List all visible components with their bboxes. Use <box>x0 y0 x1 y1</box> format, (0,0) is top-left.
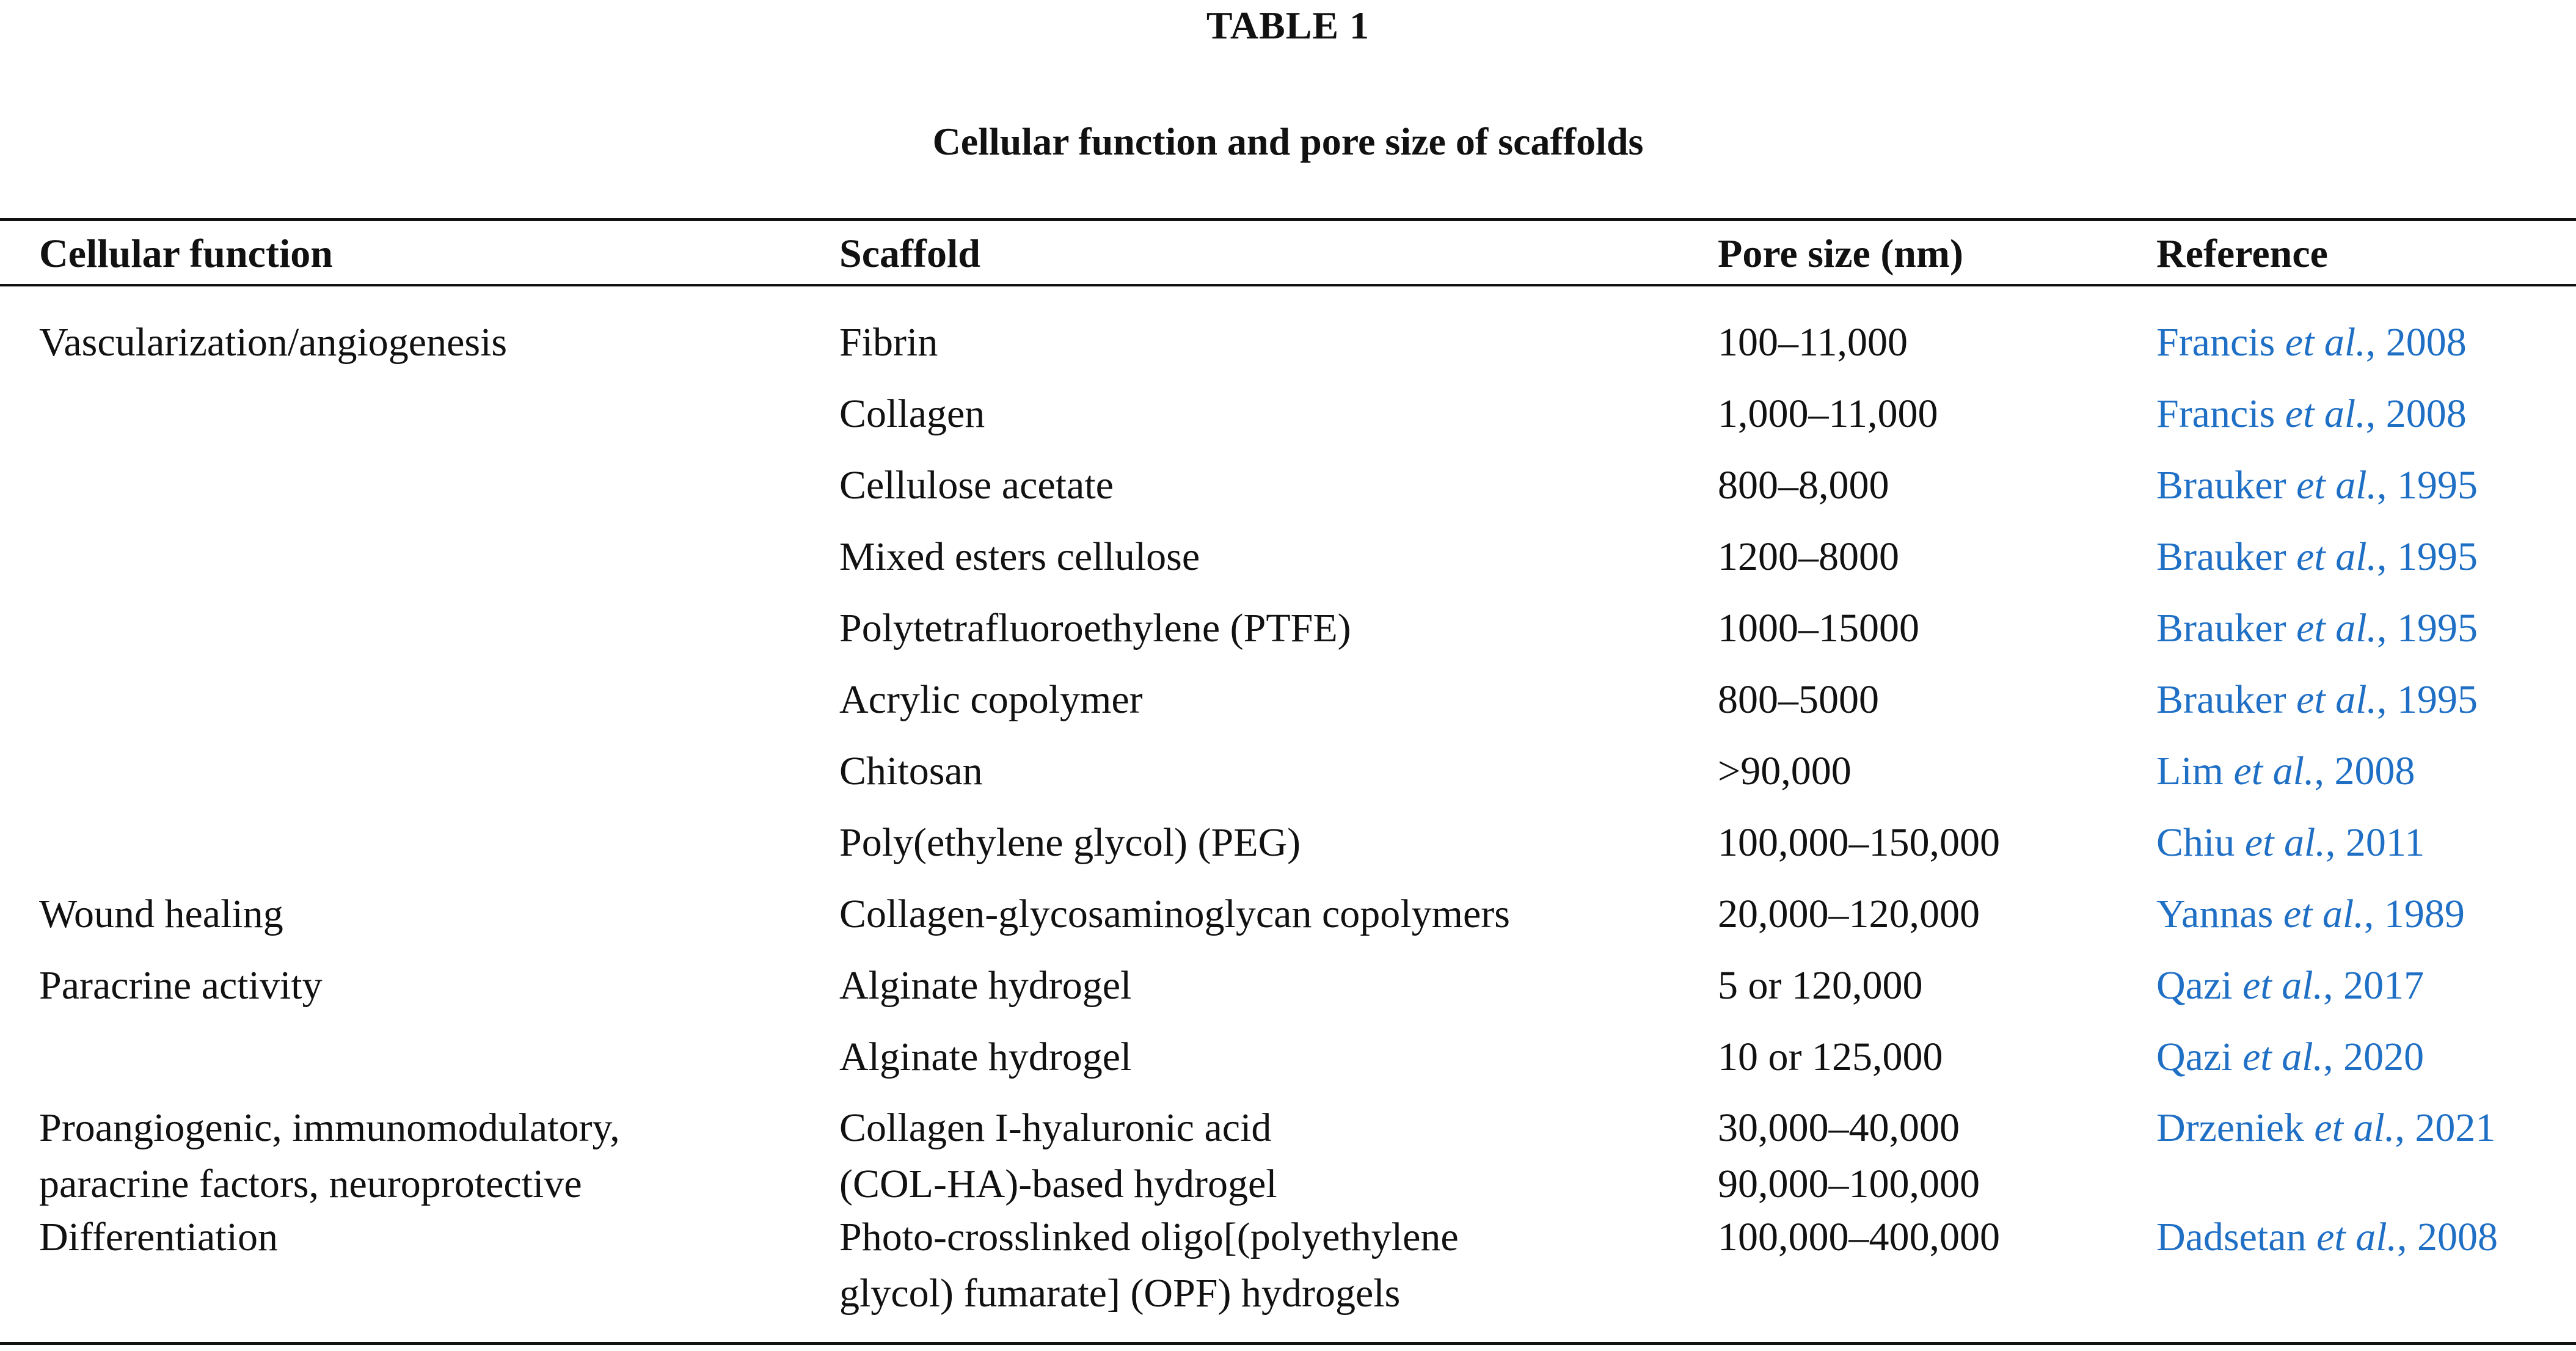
reference-etal: et al. <box>2296 606 2377 650</box>
reference-etal: et al. <box>2285 320 2366 365</box>
cell-function: Differentiation <box>39 1215 278 1259</box>
reference-link[interactable] <box>2156 315 2467 371</box>
header-reference: Reference <box>2156 231 2328 276</box>
reference-year: , 2021 <box>2395 1105 2496 1150</box>
cell-pore-size: 10 or 125,000 <box>1718 1035 1943 1079</box>
reference-author: Brauker <box>2156 463 2297 508</box>
cell-scaffold: Chitosan <box>839 749 983 793</box>
reference-etal: et al. <box>2296 534 2377 579</box>
cell-pore-size: 1000–15000 <box>1718 606 1919 650</box>
header-pore-size: Pore size (nm) <box>1718 231 1963 276</box>
cell-scaffold: Poly(ethylene glycol) (PEG) <box>839 820 1301 865</box>
cell-scaffold: glycol) fumarate] (OPF) hydrogels <box>839 1271 1401 1316</box>
reference-link[interactable] <box>2156 672 2478 728</box>
cell-scaffold: Photo-crosslinked oligo[(polyethylene <box>839 1215 1459 1259</box>
reference-link[interactable] <box>2156 529 2478 585</box>
cell-scaffold: Polytetrafluoroethylene (PTFE) <box>839 606 1351 650</box>
table-label: TABLE 1 <box>1206 4 1370 47</box>
cell-pore-size: 800–8,000 <box>1718 463 1889 508</box>
reference-year: , 1995 <box>2377 606 2478 650</box>
table-title: Cellular function and pore size of scaffolds <box>932 120 1644 163</box>
reference-author: Chiu <box>2156 820 2245 865</box>
reference-link[interactable] <box>2156 1029 2424 1085</box>
reference-year: , 1995 <box>2377 463 2478 508</box>
reference-link[interactable] <box>2156 600 2478 657</box>
reference-link[interactable] <box>2156 1209 2498 1265</box>
reference-etal: et al. <box>2296 463 2377 508</box>
header-rule <box>0 284 2576 286</box>
reference-year: , 1995 <box>2377 534 2478 579</box>
cell-pore-size: 5 or 120,000 <box>1718 963 1923 1008</box>
cell-pore-size: 90,000–100,000 <box>1718 1162 1980 1206</box>
cell-pore-size: 800–5000 <box>1718 677 1879 722</box>
reference-year: , 2008 <box>2397 1215 2498 1259</box>
reference-link[interactable] <box>2156 886 2465 942</box>
reference-author: Francis <box>2156 320 2285 365</box>
reference-author: Yannas <box>2156 892 2283 936</box>
reference-author: Brauker <box>2156 534 2297 579</box>
cell-function: paracrine factors, neuroprotective <box>39 1162 582 1206</box>
reference-author: Drzeniek <box>2156 1105 2315 1150</box>
reference-link[interactable] <box>2156 386 2467 442</box>
reference-year: , 2008 <box>2365 320 2467 365</box>
cell-scaffold: Acrylic copolymer <box>839 677 1143 722</box>
cell-pore-size: 1200–8000 <box>1718 534 1899 579</box>
reference-year: , 2020 <box>2323 1035 2425 1079</box>
cell-scaffold: Alginate hydrogel <box>839 963 1132 1008</box>
cell-scaffold: Mixed esters cellulose <box>839 534 1200 579</box>
cell-pore-size: 20,000–120,000 <box>1718 892 1980 936</box>
reference-year: , 1989 <box>2363 892 2465 936</box>
reference-etal: et al. <box>2296 677 2377 722</box>
reference-link[interactable] <box>2156 457 2478 514</box>
reference-etal: et al. <box>2242 1035 2324 1079</box>
cell-pore-size: 100,000–150,000 <box>1718 820 2000 865</box>
reference-etal: et al. <box>2242 963 2324 1008</box>
bottom-rule <box>0 1342 2576 1345</box>
reference-link[interactable] <box>2156 958 2424 1014</box>
cell-pore-size: 30,000–40,000 <box>1718 1105 1960 1150</box>
reference-year: , 2017 <box>2323 963 2425 1008</box>
cell-scaffold: Collagen <box>839 391 985 436</box>
reference-link[interactable] <box>2156 743 2415 799</box>
cell-function: Vascularization/angiogenesis <box>39 320 508 365</box>
reference-etal: et al. <box>2283 892 2364 936</box>
reference-author: Francis <box>2156 391 2285 436</box>
reference-etal: et al. <box>2233 749 2315 793</box>
cell-function: Proangiogenic, immunomodulatory, <box>39 1105 620 1150</box>
reference-year: , 2008 <box>2314 749 2415 793</box>
reference-etal: et al. <box>2316 1215 2398 1259</box>
cell-scaffold: Alginate hydrogel <box>839 1035 1132 1079</box>
reference-etal: et al. <box>2285 391 2366 436</box>
cell-scaffold: Collagen I-hyaluronic acid <box>839 1105 1272 1150</box>
reference-author: Qazi <box>2156 963 2243 1008</box>
header-scaffold: Scaffold <box>839 231 980 276</box>
reference-year: , 2008 <box>2365 391 2467 436</box>
reference-link[interactable] <box>2156 1100 2495 1156</box>
cell-scaffold: (COL-HA)-based hydrogel <box>839 1162 1277 1206</box>
reference-year: , 1995 <box>2377 677 2478 722</box>
reference-etal: et al. <box>2244 820 2326 865</box>
reference-author: Dadsetan <box>2156 1215 2317 1259</box>
top-rule <box>0 218 2576 221</box>
cell-pore-size: 1,000–11,000 <box>1718 391 1938 436</box>
cell-function: Paracrine activity <box>39 963 323 1008</box>
cell-scaffold: Fibrin <box>839 320 938 365</box>
cell-pore-size: >90,000 <box>1718 749 1852 793</box>
cell-pore-size: 100–11,000 <box>1718 320 1908 365</box>
reference-author: Brauker <box>2156 606 2297 650</box>
reference-year: , 2011 <box>2325 820 2425 865</box>
reference-author: Lim <box>2156 749 2234 793</box>
cell-scaffold: Collagen-glycosaminoglycan copolymers <box>839 892 1510 936</box>
cell-pore-size: 100,000–400,000 <box>1718 1215 2000 1259</box>
cell-scaffold: Cellulose acetate <box>839 463 1114 508</box>
reference-author: Brauker <box>2156 677 2297 722</box>
reference-link[interactable] <box>2156 815 2425 871</box>
cell-function: Wound healing <box>39 892 283 936</box>
header-cellular-function: Cellular function <box>39 231 333 276</box>
reference-author: Qazi <box>2156 1035 2243 1079</box>
reference-etal: et al. <box>2314 1105 2395 1150</box>
